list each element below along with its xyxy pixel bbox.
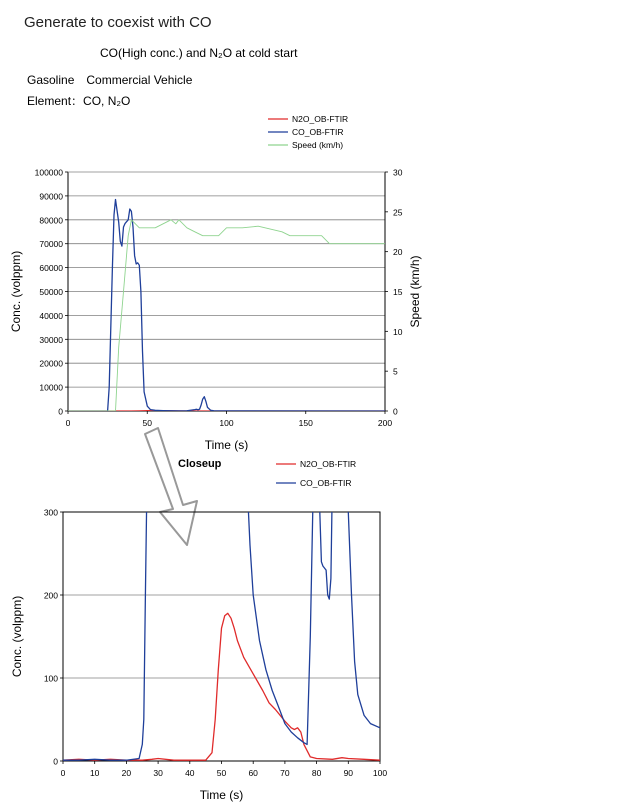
x-tick-label: 10 (89, 768, 100, 778)
y-tick-label: 90000 (39, 191, 63, 202)
x-tick-label: 200 (377, 418, 393, 428)
x-tick-label: 100 (372, 768, 388, 778)
x-axis-label: Time (s) (199, 788, 244, 802)
legend-entry: CO_OB-FTIR (300, 478, 352, 488)
x-tick-label: 150 (298, 418, 313, 428)
chart-title: Closeup (178, 458, 222, 470)
y-tick-label: 70000 (39, 239, 63, 250)
series-line-co (68, 200, 385, 412)
vehicle-label: Gasoline Commercial Vehicle (27, 73, 193, 87)
series-group (68, 200, 385, 412)
element-label: Element：CO, N₂O (27, 94, 131, 108)
y2-tick-label: 5 (393, 366, 398, 377)
y-axis-label: Conc. (volppm) (9, 250, 23, 333)
y-tick-label: 100000 (34, 167, 63, 178)
x-tick-label: 60 (248, 768, 258, 778)
y2-tick-label: 30 (393, 167, 403, 178)
y-tick-label: 60000 (39, 263, 63, 274)
legend-entry: N2O_OB-FTIR (292, 114, 349, 124)
legend-entry: N2O_OB-FTIR (300, 459, 357, 469)
x-tick-label: 50 (216, 768, 227, 778)
y-tick-label: 10000 (39, 382, 63, 393)
x-tick-label: 40 (185, 768, 195, 778)
y2-tick-label: 20 (393, 247, 403, 258)
series-line-n2o (63, 613, 380, 760)
y-tick-label: 40000 (39, 310, 63, 321)
series-group (63, 479, 380, 760)
y-tick-label: 0 (53, 756, 58, 767)
y-tick-label: 30000 (39, 334, 63, 345)
y2-tick-label: 0 (393, 406, 398, 417)
y-tick-label: 80000 (39, 215, 63, 226)
y-tick-label: 100 (43, 673, 58, 684)
y-tick-label: 0 (58, 406, 63, 417)
y-axis-label: Conc. (volppm) (10, 595, 24, 678)
y2-tick-label: 25 (393, 207, 403, 218)
x-tick-label: 90 (343, 768, 354, 778)
x-tick-label: 0 (65, 418, 71, 428)
legend-entry: Speed (km/h) (292, 140, 344, 150)
x-tick-label: 0 (60, 768, 66, 778)
closeup-arrow (145, 428, 197, 545)
overview-chart (9, 114, 422, 452)
y-tick-label: 300 (43, 507, 58, 518)
page-title: Generate to coexist with CO (24, 14, 212, 31)
y2-tick-label: 10 (393, 326, 403, 337)
y-tick-label: 20000 (39, 358, 63, 369)
y2-tick-label: 15 (393, 287, 403, 297)
x-tick-label: 20 (121, 768, 132, 778)
legend-entry: CO_OB-FTIR (292, 127, 344, 137)
y-tick-label: 200 (43, 590, 58, 601)
x-tick-label: 70 (280, 768, 290, 778)
x-axis-label: Time (s) (204, 438, 249, 452)
x-tick-label: 50 (142, 418, 152, 428)
series-line-co (63, 479, 380, 760)
y-tick-label: 50000 (39, 287, 63, 297)
x-tick-label: 30 (153, 768, 163, 778)
x-tick-label: 100 (219, 418, 234, 428)
closeup-chart (10, 458, 387, 802)
y2-axis-label: Speed (km/h) (408, 255, 422, 328)
chart-subtitle: CO(High conc.) and N₂O at cold start (100, 46, 298, 60)
x-tick-label: 80 (311, 768, 322, 778)
